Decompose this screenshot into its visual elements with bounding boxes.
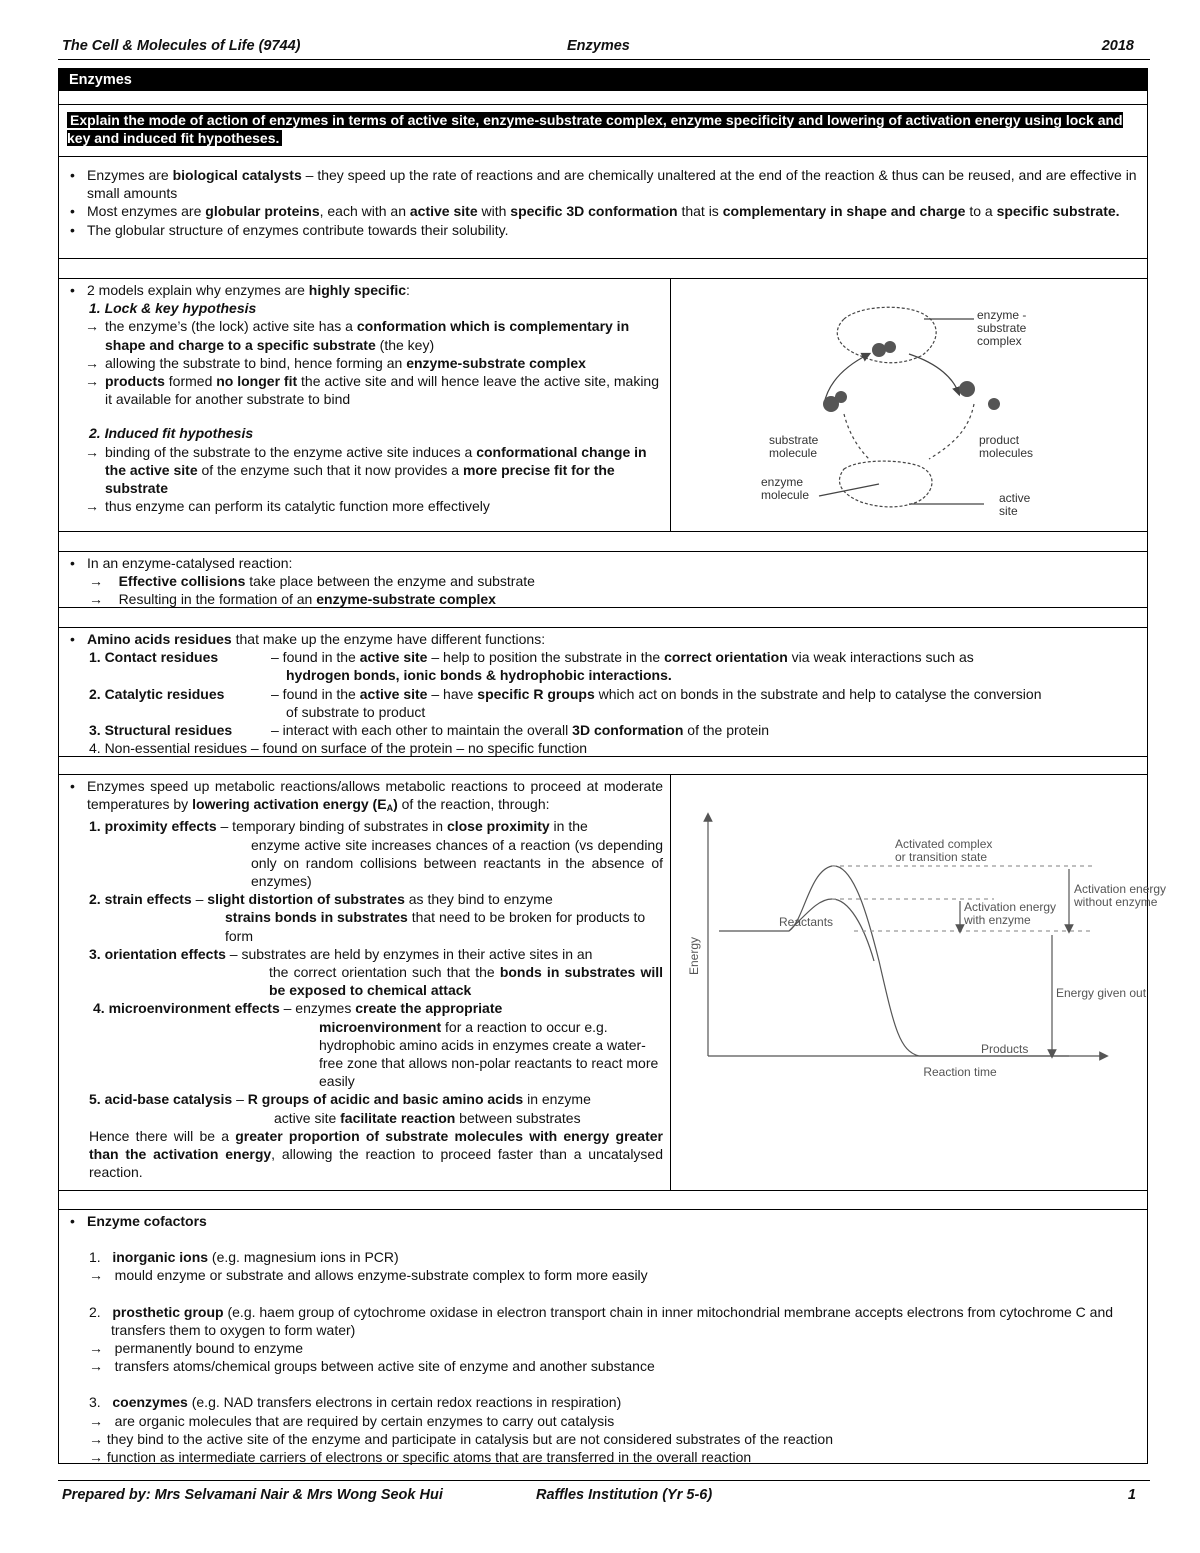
intro-bullet-3: • The globular structure of enzymes contribute towards their solubility. [67, 221, 1139, 239]
effect-acid-base: 5. acid-base catalysis – R groups of acidic and basic amino acids in enzyme active site facilitate reaction between substrates [89, 1091, 591, 1126]
label-activated-complex: Activated complex or transition state [895, 837, 993, 864]
year: 2018 [1101, 38, 1134, 54]
column-divider [670, 774, 671, 1190]
content-frame [58, 68, 1167, 1466]
free-product [988, 398, 1000, 410]
arrow-return-left [844, 414, 869, 459]
label-without-enzyme: Activation energy without enzyme [1074, 882, 1167, 909]
column-divider [670, 278, 671, 531]
divider [59, 607, 1147, 608]
header-rule [58, 59, 1150, 60]
divider [59, 1209, 1147, 1210]
intro-bullet-1: • Enzymes are biological catalysts – they speed up the rate of reactions and are chemically unaltered at the end of the reaction & thus can be reused, and are effective in small amounts [67, 166, 1139, 202]
residue-non-essential: 4. Non-essential residues – found on surface of the protein – no specific function [89, 740, 588, 757]
objective-text: Explain the mode of action of enzymes in terms of active site, enzyme-substrate complex, enzyme specificity and lowering of activation energy using lock and key and induced fit hypotheses. [67, 112, 1123, 147]
divider [59, 551, 1147, 552]
energy-graph [684, 811, 1167, 1081]
divider [59, 756, 1147, 757]
induced-fit-point-2: → thus enzyme can perform its catalytic function more effectively [67, 497, 663, 515]
label-x-axis: Reaction time [923, 1065, 997, 1079]
leader-enzyme [819, 484, 879, 496]
complex-substrate [872, 343, 886, 357]
effect-orientation: 3. orientation effects – substrates are held by enzymes in their active sites in an the correct orientation such that the bonds in substrates will be exposed to chemical attack [89, 945, 664, 999]
cofactor-prosthetic-point-2: → transfers atoms/chemical groups between active site of enzyme and another substance [89, 1358, 655, 1375]
cofactor-inorganic-point: → mould enzyme or substrate and allows enzyme-substrate complex to form more easily [89, 1267, 648, 1284]
label-reactants: Reactants [779, 915, 834, 929]
intro-bullet-2: • Most enzymes are globular proteins, each with an active site with specific 3D conformation that is complementary in shape and charge to a specific substrate. [67, 202, 1139, 220]
free-substrate [835, 391, 847, 403]
models-section [67, 281, 663, 515]
cofactor-coenzymes-point-2: → they bind to the active site of the enzyme and participate in catalysis but are not considered substrates of the reaction [89, 1430, 833, 1447]
residue-catalytic: 2. Catalytic residues – found in the active site – have specific R groups which act on bonds in the substrate and help to catalyse the conversion of substrate to product [89, 685, 1042, 720]
label-active-site: active site [999, 491, 1031, 518]
lock-key-title: 1. Lock & key hypothesis [89, 300, 257, 317]
topic-title: Enzymes [567, 38, 630, 54]
footer-rule [58, 1480, 1150, 1481]
page-number: 1 [1127, 1487, 1136, 1503]
residue-contact: 1. Contact residues – found in the active site – help to position the substrate in the correct orientation via weak interactions such as hydrogen bonds, ionic bonds & hydrophobic interactions. [89, 649, 974, 684]
divider [59, 258, 1147, 259]
residues-lead: • Amino acids residues that make up the enzyme have different functions: [67, 630, 1139, 648]
activation-conclusion: Hence there will be a greater proportion of substrate molecules with energy greater than the activation energy, allowing the reaction to proceed faster than a uncatalysed reaction. [89, 1127, 663, 1181]
enzyme-outline-bottom [839, 461, 932, 507]
lock-key-point-3: → products formed no longer fit the active site and will hence leave the active site, making it available for another substrate to bind [67, 372, 663, 408]
label-with-enzyme: Activation energy with enzyme [964, 900, 1057, 927]
effect-microenvironment: 4. microenvironment effects – enzymes create the appropriate microenvironment for a reaction to occur e.g. hydrophobic amino acids in enzymes create a water-free zone that allows non-polar reactants to react more easily [93, 1000, 659, 1090]
effect-strain: 2. strain effects – slight distortion of substrates as they bind to enzyme strains bonds in substrates that need to be broken for products to form [89, 891, 646, 944]
curve-without-enzyme [719, 866, 1069, 1056]
cofactor-coenzymes-point-1: → are organic molecules that are required by certain enzymes to carry out catalysis [89, 1412, 615, 1429]
label-substrate: substrate molecule [769, 433, 819, 460]
label-product: product molecules [979, 433, 1034, 460]
cofactor-inorganic: 1. inorganic ions (e.g. magnesium ions in PCR) [89, 1249, 399, 1266]
course-title: The Cell & Molecules of Life (9744) [62, 38, 301, 54]
arrow-release [909, 354, 959, 394]
induced-fit-diagram [749, 294, 1034, 529]
divider [59, 531, 1147, 532]
models-lead: • 2 models explain why enzymes are highly specific: [67, 281, 663, 299]
enzyme-outline-top [837, 307, 936, 363]
label-products: Products [981, 1042, 1029, 1056]
induced-fit-point-1: → binding of the substrate to the enzyme active site induces a conformational change in the active site of the enzyme such that it now provides a more precise fit for the substrate [67, 443, 663, 498]
reaction-point-1: → Effective collisions take place between the enzyme and substrate [89, 573, 535, 590]
label-complex: enzyme -substrate complex [977, 308, 1027, 348]
effect-proximity: 1. proximity effects – temporary binding of substrates in close proximity in the enzyme active site increases chances of a reaction (vs depending only on random collisions between reactants in the absence of enzymes) [89, 818, 663, 890]
divider [59, 104, 1147, 105]
intro-section [67, 166, 1139, 239]
divider [59, 774, 1147, 775]
school: Raffles Institution (Yr 5-6) [536, 1487, 713, 1503]
complex-substrate [884, 341, 896, 353]
divider [59, 156, 1147, 157]
cofactor-coenzymes-point-3: → function as intermediate carriers of electrons or specific atoms that are transferred in the overall reaction [89, 1449, 752, 1466]
divider [59, 627, 1147, 628]
arrow-return-right [929, 404, 974, 459]
label-y-axis: Energy [687, 936, 701, 976]
reaction-lead: • In an enzyme-catalysed reaction: [67, 554, 1139, 572]
cofactors-section [67, 1212, 1139, 1466]
lock-key-point-2: → allowing the substrate to bind, hence forming an enzyme-substrate complex [67, 354, 663, 372]
cofactor-prosthetic-point-1: → permanently bound to enzyme [89, 1340, 304, 1357]
curve-with-enzyme [789, 899, 874, 961]
reaction-section [67, 554, 1139, 609]
page-footer [62, 1487, 1150, 1507]
page-header [62, 38, 1150, 58]
cofactors-title: • Enzyme cofactors [67, 1212, 1139, 1230]
cofactor-prosthetic: 2. prosthetic group (e.g. haem group of cytochrome oxidase in electron transport chain in inner mitochondrial membrane accepts electrons from cytochrome C and transfers them to oxygen to form water) [89, 1303, 1114, 1338]
residue-structural: 3. Structural residues – interact with each other to maintain the overall 3D conformation of the protein [89, 722, 770, 739]
divider [59, 1190, 1147, 1191]
label-energy-out: Energy given out [1056, 986, 1147, 1000]
label-enzyme: enzyme molecule [761, 475, 810, 502]
activation-section [67, 777, 663, 1181]
divider [59, 278, 1147, 279]
residues-section [67, 630, 1139, 757]
reaction-point-2: → Resulting in the formation of an enzyme-substrate complex [89, 591, 496, 608]
cofactor-coenzymes: 3. coenzymes (e.g. NAD transfers electrons in certain redox reactions in respiration) [89, 1394, 622, 1411]
prepared-by: Prepared by: Mrs Selvamani Nair & Mrs Wong Seok Hui [62, 1487, 443, 1503]
induced-fit-title: 2. Induced fit hypothesis [89, 425, 254, 442]
section-title: Enzymes [59, 69, 1147, 91]
free-product [959, 381, 975, 397]
objective [67, 111, 1139, 147]
activation-lead: • Enzymes speed up metabolic reactions/allows metabolic reactions to proceed at moderate temperatures by lowering activation energy $(E_A)$ of the reaction, through: [67, 777, 663, 817]
lock-key-point-1: → the enzyme’s (the lock) active site has a conformation which is complementary in shape and charge to a specific substrate (the key) [67, 317, 663, 353]
